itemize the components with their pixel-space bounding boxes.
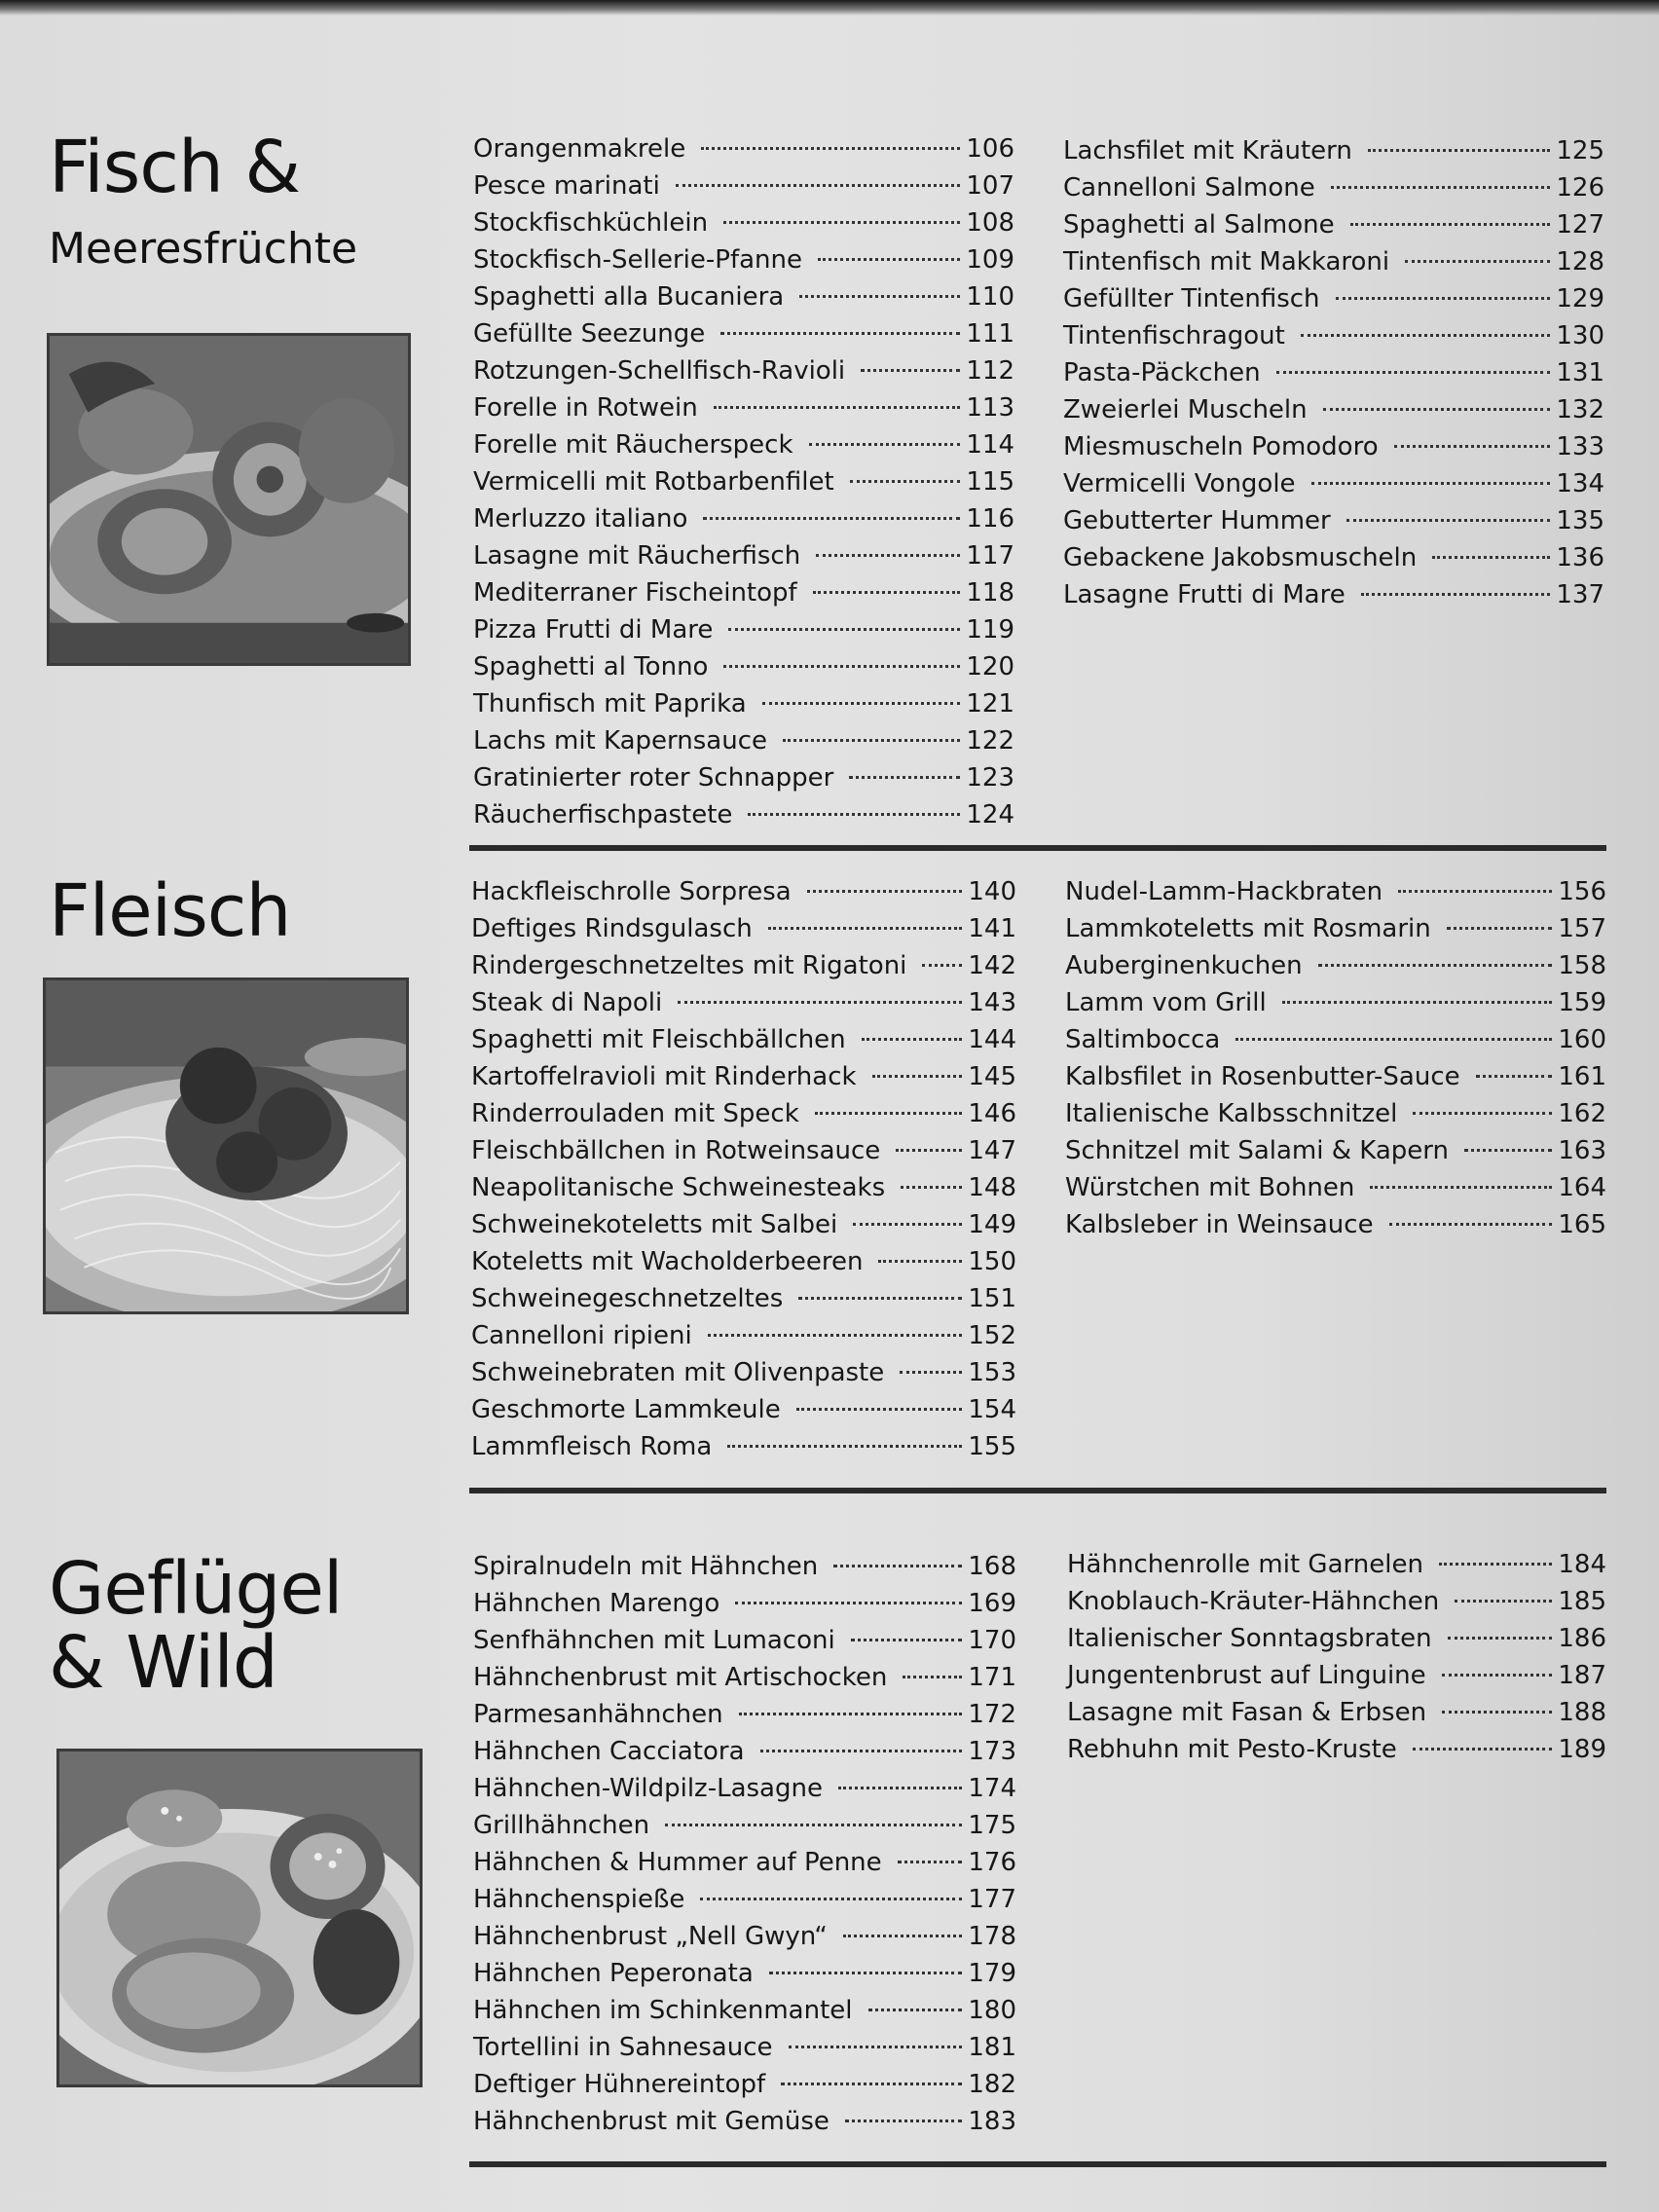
toc-entry[interactable]: Hähnchen im Schinkenmantel 180: [473, 1996, 1016, 2025]
toc-entry[interactable]: Gefüllte Seezunge 111: [473, 319, 1014, 349]
toc-list-fleisch-right: [1065, 873, 1606, 1243]
section-divider: [469, 845, 1606, 851]
toc-entry[interactable]: Vermicelli Vongole 134: [1063, 469, 1604, 498]
toc-entry[interactable]: Knoblauch-Kräuter-Hähnchen 185: [1067, 1587, 1606, 1616]
toc-entry[interactable]: Würstchen mit Bohnen 164: [1065, 1173, 1606, 1202]
toc-entry[interactable]: Grillhähnchen 175: [473, 1811, 1016, 1840]
toc-entry[interactable]: Lammkoteletts mit Rosmarin 157: [1065, 914, 1606, 943]
toc-entry[interactable]: Neapolitanische Schweinesteaks 148: [471, 1173, 1016, 1202]
toc-entry[interactable]: Schnitzel mit Salami & Kapern 163: [1065, 1136, 1606, 1165]
toc-entry[interactable]: Mediterraner Fischeintopf 118: [473, 578, 1014, 608]
toc-entry[interactable]: Schweinekoteletts mit Salbei 149: [471, 1210, 1016, 1239]
toc-entry[interactable]: Tintenfischragout 130: [1063, 321, 1604, 350]
toc-entry[interactable]: Miesmuscheln Pomodoro 133: [1063, 432, 1604, 461]
toc-entry[interactable]: Rindergeschnetzeltes mit Rigatoni 142: [471, 951, 1016, 980]
toc-entry[interactable]: Kalbsfilet in Rosenbutter-Sauce 161: [1065, 1062, 1606, 1091]
toc-entry[interactable]: Lachsfilet mit Kräutern 125: [1063, 136, 1604, 166]
toc-entry[interactable]: Spaghetti mit Fleischbällchen 144: [471, 1025, 1016, 1054]
toc-entry[interactable]: Tintenfisch mit Makkaroni 128: [1063, 247, 1604, 276]
toc-entry[interactable]: Hähnchenrolle mit Garnelen 184: [1067, 1550, 1606, 1579]
toc-entry[interactable]: Geschmorte Lammkeule 154: [471, 1395, 1016, 1424]
toc-entry[interactable]: Italienischer Sonntagsbraten 186: [1067, 1624, 1606, 1653]
spaghetti-meatballs-photo: [43, 977, 409, 1314]
toc-list-gefluegel-right: [1067, 1546, 1606, 1768]
section-divider: [469, 1488, 1606, 1493]
toc-entry[interactable]: Hähnchen Peperonata 179: [473, 1959, 1016, 1988]
section-title-fleisch: Fleisch: [49, 869, 291, 953]
toc-entry[interactable]: Hackfleischrolle Sorpresa 140: [471, 877, 1016, 906]
toc-entry[interactable]: Tortellini in Sahnesauce 181: [473, 2033, 1016, 2062]
toc-entry[interactable]: Hähnchenbrust „Nell Gwyn“ 178: [473, 1922, 1016, 1951]
toc-entry[interactable]: Orangenmakrele 106: [473, 134, 1014, 164]
toc-entry[interactable]: Merluzzo italiano 116: [473, 504, 1014, 534]
toc-list-fleisch-left: [471, 873, 1016, 1465]
toc-entry[interactable]: Hähnchenbrust mit Gemüse 183: [473, 2107, 1016, 2136]
toc-entry[interactable]: Italienische Kalbsschnitzel 162: [1065, 1099, 1606, 1128]
toc-entry[interactable]: Senfhähnchen mit Lumaconi 170: [473, 1626, 1016, 1655]
toc-entry[interactable]: Gebackene Jakobsmuscheln 136: [1063, 543, 1604, 572]
toc-entry[interactable]: Räucherfischpastete 124: [473, 800, 1014, 830]
toc-entry[interactable]: Nudel-Lamm-Hackbraten 156: [1065, 877, 1606, 906]
toc-entry[interactable]: Pesce marinati 107: [473, 171, 1014, 201]
toc-entry[interactable]: Zweierlei Muscheln 132: [1063, 395, 1604, 424]
section-subtitle-meeresfruechte: Meeresfrüchte: [49, 224, 358, 274]
toc-entry[interactable]: Spaghetti al Tonno 120: [473, 652, 1014, 682]
toc-entry[interactable]: Jungentenbrust auf Linguine 187: [1067, 1661, 1606, 1690]
toc-entry[interactable]: Cannelloni Salmone 126: [1063, 173, 1604, 203]
section-divider: [469, 2161, 1606, 2167]
toc-entry[interactable]: Lachs mit Kapernsauce 122: [473, 726, 1014, 756]
toc-entry[interactable]: Hähnchenspieße 177: [473, 1885, 1016, 1914]
toc-entry[interactable]: Kartoffelravioli mit Rinderhack 145: [471, 1062, 1016, 1091]
toc-entry[interactable]: Rinderrouladen mit Speck 146: [471, 1099, 1016, 1128]
toc-entry[interactable]: Hähnchenbrust mit Artischocken 171: [473, 1663, 1016, 1692]
toc-entry[interactable]: Lasagne mit Fasan & Erbsen 188: [1067, 1698, 1606, 1727]
toc-entry[interactable]: Lasagne mit Räucherfisch 117: [473, 541, 1014, 571]
toc-entry[interactable]: Spaghetti alla Bucaniera 110: [473, 282, 1014, 312]
toc-entry[interactable]: Gefüllter Tintenfisch 129: [1063, 284, 1604, 313]
toc-entry[interactable]: Lasagne Frutti di Mare 137: [1063, 580, 1604, 609]
watermark: Antikvárium.hu: [10, 2189, 115, 2204]
toc-entry[interactable]: Saltimbocca 160: [1065, 1025, 1606, 1054]
toc-entry[interactable]: Spiralnudeln mit Hähnchen 168: [473, 1552, 1016, 1581]
toc-list-fisch-right: [1063, 132, 1604, 613]
toc-entry[interactable]: Gratinierter roter Schnapper 123: [473, 763, 1014, 793]
toc-entry[interactable]: Spaghetti al Salmone 127: [1063, 210, 1604, 240]
toc-entry[interactable]: Pasta-Päckchen 131: [1063, 358, 1604, 387]
toc-entry[interactable]: Lammfleisch Roma 155: [471, 1432, 1016, 1461]
toc-entry[interactable]: Kalbsleber in Weinsauce 165: [1065, 1210, 1606, 1239]
toc-entry[interactable]: Hähnchen-Wildpilz-Lasagne 174: [473, 1774, 1016, 1803]
toc-entry[interactable]: Auberginenkuchen 158: [1065, 951, 1606, 980]
toc-entry[interactable]: Vermicelli mit Rotbarbenfilet 115: [473, 467, 1014, 497]
toc-entry[interactable]: Hähnchen & Hummer auf Penne 176: [473, 1848, 1016, 1877]
toc-entry[interactable]: Cannelloni ripieni 152: [471, 1321, 1016, 1350]
toc-entry[interactable]: Deftiger Hühnereintopf 182: [473, 2070, 1016, 2099]
toc-entry[interactable]: Rebhuhn mit Pesto-Kruste 189: [1067, 1735, 1606, 1764]
toc-entry[interactable]: Koteletts mit Wacholderbeeren 150: [471, 1247, 1016, 1276]
toc-entry[interactable]: Schweinebraten mit Olivenpaste 153: [471, 1358, 1016, 1387]
section-title-gefluegel: Geflügel: [49, 1547, 343, 1631]
page-top-shadow: [0, 0, 1659, 16]
toc-entry[interactable]: Stockfisch-Sellerie-Pfanne 109: [473, 245, 1014, 275]
fish-rolls-photo: [47, 333, 411, 666]
section-title-wild: & Wild: [49, 1621, 277, 1705]
toc-entry[interactable]: Deftiges Rindsgulasch 141: [471, 914, 1016, 943]
chicken-plate-photo: [56, 1749, 423, 2087]
toc-entry[interactable]: Forelle mit Räucherspeck 114: [473, 430, 1014, 460]
toc-entry[interactable]: Pizza Frutti di Mare 119: [473, 615, 1014, 645]
toc-entry[interactable]: Forelle in Rotwein 113: [473, 393, 1014, 423]
toc-entry[interactable]: Steak di Napoli 143: [471, 988, 1016, 1017]
toc-entry[interactable]: Gebutterter Hummer 135: [1063, 506, 1604, 535]
toc-list-gefluegel-left: [473, 1548, 1016, 2140]
toc-entry[interactable]: Fleischbällchen in Rotweinsauce 147: [471, 1136, 1016, 1165]
toc-entry[interactable]: Schweinegeschnetzeltes 151: [471, 1284, 1016, 1313]
toc-entry[interactable]: Thunfisch mit Paprika 121: [473, 689, 1014, 719]
toc-list-fisch-left: [473, 130, 1014, 833]
toc-entry[interactable]: Lamm vom Grill 159: [1065, 988, 1606, 1017]
toc-entry[interactable]: Parmesanhähnchen 172: [473, 1700, 1016, 1729]
section-title-fisch: Fisch &: [49, 126, 301, 209]
toc-entry[interactable]: Rotzungen-Schellfisch-Ravioli 112: [473, 356, 1014, 386]
toc-entry[interactable]: Hähnchen Cacciatora 173: [473, 1737, 1016, 1766]
toc-entry[interactable]: Hähnchen Marengo 169: [473, 1589, 1016, 1618]
toc-entry[interactable]: Stockfischküchlein 108: [473, 208, 1014, 238]
